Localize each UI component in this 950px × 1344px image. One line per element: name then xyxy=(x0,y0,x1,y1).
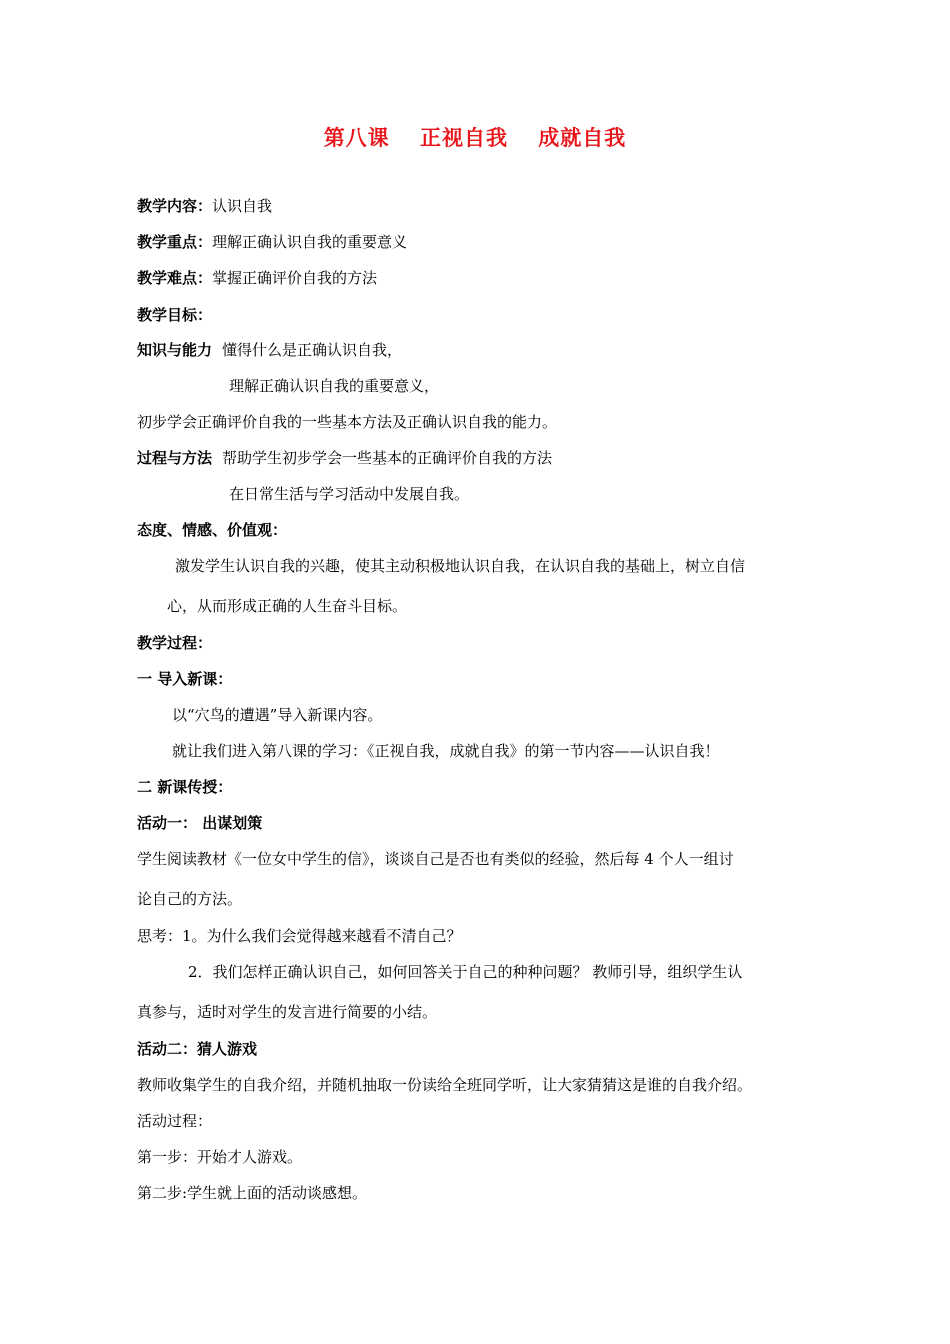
teaching-difficulty-value: 掌握正确评价自我的方法 xyxy=(212,269,378,287)
process-method-text-1: 帮助学生初步学会一些基本的正确评价自我的方法 xyxy=(222,449,553,467)
teaching-goals-heading: 教学目标： xyxy=(137,306,213,324)
attitude-heading: 态度、情感、价值观： xyxy=(137,521,288,539)
section1-text-1: 以“穴鸟的遭遇”导入新课内容。 xyxy=(172,706,383,724)
process-method-line-1 xyxy=(137,448,552,468)
section1-text-2: 就让我们进入第八课的学习：《正视自我，成就自我》的第一节内容——认识自我！ xyxy=(172,742,720,760)
activity2-text-2: 活动过程： xyxy=(137,1112,213,1130)
activity1-text-2: 论自己的方法。 xyxy=(137,890,243,908)
attitude-text-1: 激发学生认识自我的兴趣，使其主动积极地认识自我，在认识自我的基础上，树立自信 xyxy=(175,557,746,575)
knowledge-label: 知识与能力 xyxy=(137,341,213,359)
process-method-label: 过程与方法 xyxy=(137,449,213,467)
activity2-step-1: 第一步：开始才人游戏。 xyxy=(137,1148,303,1166)
activity1-text-1: 学生阅读教材《一位女中学生的信》，谈谈自己是否也有类似的经验，然后每 4 个人一组讨 xyxy=(137,850,734,868)
knowledge-line-1 xyxy=(137,340,402,360)
knowledge-text-1: 懂得什么是正确认识自我， xyxy=(222,341,403,359)
knowledge-text-2: 理解正确认识自我的重要意义， xyxy=(229,377,440,395)
process-method-text-2: 在日常生活与学习活动中发展自我。 xyxy=(229,485,470,503)
teaching-content xyxy=(137,196,272,216)
knowledge-text-3: 初步学会正确评价自我的一些基本方法及正确认识自我的能力。 xyxy=(137,413,558,431)
teaching-focus xyxy=(137,232,407,252)
teaching-focus-label: 教学重点： xyxy=(137,233,213,251)
activity2-text-1: 教师收集学生的自我介绍，并随机抽取一份读给全班同学听，让大家猜猜这是谁的自我介绍。 xyxy=(137,1076,753,1094)
teaching-focus-value: 理解正确认识自我的重要意义 xyxy=(212,233,408,251)
teaching-difficulty-label: 教学难点： xyxy=(137,269,213,287)
teaching-difficulty xyxy=(137,268,377,288)
section1-heading: 一 导入新课： xyxy=(137,670,233,688)
attitude-text-2: 心，从而形成正确的人生奋斗目标。 xyxy=(167,597,408,615)
teaching-content-value: 认识自我 xyxy=(212,197,273,215)
teaching-process-heading: 教学过程： xyxy=(137,634,213,652)
section2-heading: 二 新课传授： xyxy=(137,778,233,796)
activity1-think-2: 2．我们怎样正确认识自己，如何回答关于自己的种种问题？ 教师引导，组织学生认 xyxy=(188,963,743,981)
activity2-step-2: 第二步:学生就上面的活动谈感想。 xyxy=(137,1184,368,1202)
activity2-heading: 活动二：猜人游戏 xyxy=(137,1040,258,1058)
activity1-heading: 活动一： 出谋划策 xyxy=(137,814,263,832)
activity1-think-3: 真参与，适时对学生的发言进行简要的小结。 xyxy=(137,1003,438,1021)
activity1-think-1: 思考：1。为什么我们会觉得越来越看不清自己？ xyxy=(137,927,462,945)
teaching-content-label: 教学内容： xyxy=(137,197,213,215)
page-title: 第八课 正视自我 成就自我 xyxy=(323,126,627,150)
